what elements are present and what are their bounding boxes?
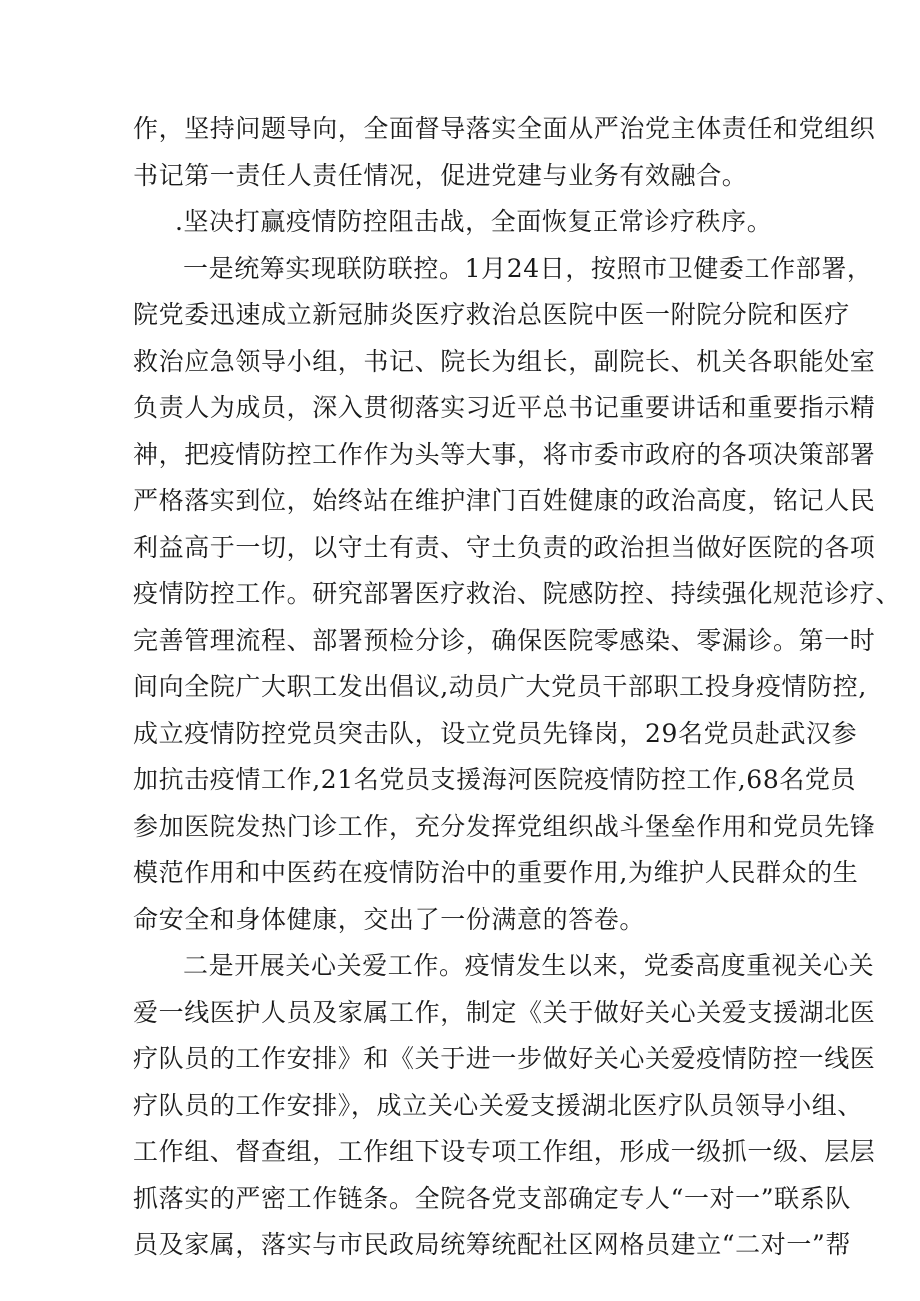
text-line: 爱一线医护人员及家属工作，制定《关于做好关心关爱支援湖北医 — [133, 997, 876, 1027]
paragraph-continuation — [133, 106, 876, 199]
text-line: 工作组、督查组，工作组下设专项工作组，形成一级抓一级、层层 — [133, 1137, 876, 1166]
paragraph-joint-prevention — [133, 246, 902, 944]
text-line: 命安全和身体健康，交出了一份满意的答卷。 — [133, 904, 646, 934]
text-line: 间向全院广大职工发出倡议,动员广大党员干部职工投身疫情防控, — [133, 672, 867, 701]
text-line: 模范作用和中医药在疫情防治中的重要作用,为维护人民群众的生 — [133, 858, 859, 887]
text-line: 完善管理流程、部署预检分诊，确保医院零感染、零漏诊。第一时 — [133, 625, 876, 655]
text-line: 院党委迅速成立新冠肺炎医疗救治总医院中医一附院分院和医疗 — [133, 300, 850, 329]
text-line: 疫情防控工作。研究部署医疗救治、院感防控、持续强化规范诊疗、 — [133, 579, 902, 608]
text-line: 负责人为成员，深入贯彻落实习近平总书记重要讲话和重要指示精 — [133, 393, 876, 422]
text-line: 利益高于一切，以守土有责、守土负责的政治担当做好医院的各项 — [133, 532, 876, 562]
text-line: 书记第一责任人责任情况，促进党建与业务有效融合。 — [133, 160, 748, 190]
text-line: 疗队员的工作安排》和《关于进一步做好关心关爱疫情防控一线医 — [133, 1044, 876, 1073]
text-line: 成立疫情防控党员突击队，设立党员先锋岗，29名党员赴武汉参 — [133, 718, 858, 748]
text-line: 抓落实的严密工作链条。全院各党支部确定专人“一对一”联系队 — [133, 1183, 851, 1213]
section-heading — [133, 199, 798, 246]
text-line: 作，坚持问题导向，全面督导落实全面从严治党主体责任和党组织 — [133, 114, 876, 143]
heading-line: .坚决打赢疫情防控阻击战，全面恢复正常诊疗秩序。 — [175, 207, 773, 236]
text-line: 疗队员的工作安排》，成立关心关爱支援湖北医疗队员领导小组、 — [133, 1090, 863, 1120]
text-line: 加抗击疫情工作,21名党员支援海河医院疫情防控工作,68名党员 — [133, 765, 857, 794]
text-line: 一是统筹实现联防联控。1月24日，按照市卫健委工作部署， — [183, 253, 873, 283]
text-line: 参加医院发热门诊工作，充分发挥党组织战斗堡垒作用和党员先锋 — [133, 811, 876, 841]
text-line: 二是开展关心关爱工作。疫情发生以来，党委高度重视关心关 — [183, 951, 875, 980]
paragraph-care-work — [133, 943, 876, 1269]
text-line: 神，把疫情防控工作作为头等大事，将市委市政府的各项决策部署 — [133, 439, 876, 469]
document-body — [133, 106, 902, 1269]
text-line: 救治应急领导小组，书记、院长为组长，副院长、机关各职能处室 — [133, 346, 876, 376]
text-line: 员及家属，落实与市民政局统筹统配社区网格员建立“二对一”帮 — [133, 1230, 851, 1259]
text-line: 严格落实到位，始终站在维护津门百姓健康的政治高度，铭记人民 — [133, 486, 876, 515]
